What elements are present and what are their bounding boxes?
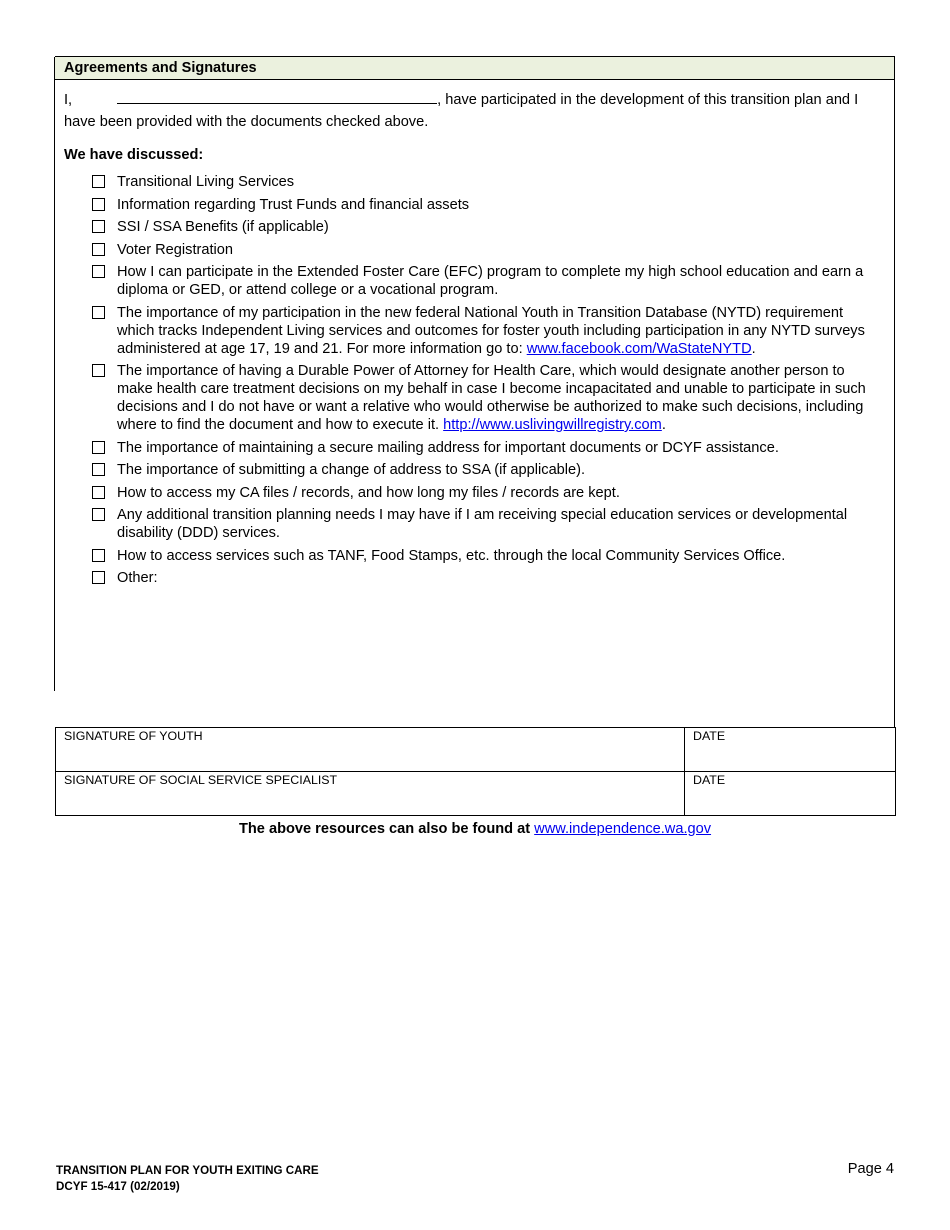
agreements-section: [55, 56, 895, 727]
checklist-item: [55, 196, 894, 214]
checklist-item-text: Voter Registration: [117, 241, 234, 258]
discussion-checklist: [55, 173, 894, 587]
youth-date-field[interactable]: [685, 728, 896, 772]
checklist-item: [55, 484, 894, 502]
checklist-item-text: The importance of maintaining a secure mailing address for important documents or DCYF assistance.: [117, 439, 779, 456]
intro-prefix: I,: [64, 92, 73, 108]
checkbox[interactable]: [92, 486, 105, 499]
checklist-item: [55, 241, 894, 259]
checklist-item-text: The importance of my participation in the new federal National Youth in Transition Database (NYTD) requirement which tracks Independent Living services and outcomes for foster youth including participation in any NYTD surveys administered at age 17, 19 and 21. For more information go to:: [117, 304, 865, 357]
youth-signature-field[interactable]: [56, 728, 685, 772]
checklist-item-text: Information regarding Trust Funds and financial assets: [117, 196, 470, 213]
specialist-date-field[interactable]: [685, 772, 896, 816]
checkbox[interactable]: [92, 306, 105, 319]
specialist-signature-row: [56, 772, 896, 816]
checklist-item-link[interactable]: http://www.uslivingwillregistry.com: [443, 417, 662, 433]
checklist-item: [55, 173, 894, 191]
checklist-item: [55, 569, 894, 587]
checklist-item: [55, 304, 894, 358]
resources-text: The above resources can also be found at: [238, 821, 531, 837]
footer-form-title: TRANSITION PLAN FOR YOUTH EXITING CARE: [56, 1164, 319, 1177]
section-title: Agreements and Signatures: [55, 57, 894, 80]
checklist-item: [55, 547, 894, 565]
page-number: Page 4: [847, 1161, 894, 1177]
resources-note: [0, 821, 950, 837]
checklist-item-punct: .: [661, 417, 666, 433]
checklist-item: [55, 218, 894, 236]
checkbox[interactable]: [92, 571, 105, 584]
intro-statement: [55, 80, 894, 133]
checkbox[interactable]: [92, 508, 105, 521]
checklist-item-text: How I can participate in the Extended Foster Care (EFC) program to complete my high school education and earn a diploma or GED, or attend college or a vocational program.: [117, 264, 864, 298]
checkbox[interactable]: [92, 220, 105, 233]
specialist-signature-field[interactable]: [56, 772, 685, 816]
checkbox[interactable]: [92, 243, 105, 256]
resources-link[interactable]: www.independence.wa.gov: [534, 821, 712, 837]
checklist-item-text: The importance of submitting a change of address to SSA (if applicable).: [117, 462, 586, 478]
youth-signature-row: [56, 728, 896, 772]
checkbox[interactable]: [92, 549, 105, 562]
checklist-item-link[interactable]: www.facebook.com/WaStateNYTD: [526, 340, 752, 357]
footer-form-id: DCYF 15-417 (02/2019): [56, 1180, 180, 1193]
checklist-item-text: How to access services such as TANF, Food Stamps, etc. through the local Community Services Office.: [117, 547, 786, 564]
checklist-item: [55, 263, 894, 299]
checkbox[interactable]: [92, 441, 105, 454]
youth-signature-label: SIGNATURE OF YOUTH: [64, 729, 203, 743]
discussed-heading: We have discussed:: [64, 147, 204, 163]
youth-name-field[interactable]: [117, 89, 437, 104]
checklist-item-text: SSI / SSA Benefits (if applicable): [117, 219, 329, 235]
intro-suffix: , have participated in the development of this transition plan and I have been provided with the documents checked above.: [64, 92, 859, 130]
signature-table: [55, 727, 896, 816]
checklist-item-text: How to access my CA files / records, and how long my files / records are kept.: [117, 484, 620, 501]
checkbox[interactable]: [92, 364, 105, 377]
checkbox[interactable]: [92, 463, 105, 476]
checkbox[interactable]: [92, 198, 105, 211]
checklist-item-punct: .: [751, 340, 756, 357]
checklist-item: [55, 461, 894, 479]
checklist-item-text: The importance of having a Durable Power of Attorney for Health Care, which would designate another person to make health care treatment decisions on my behalf in case I become incapacitated and unable to participate in such decisions and I do not have or want a relative who would otherwise be authorized to make such decisions, including where to find the document and how to execute it.: [117, 363, 866, 433]
specialist-signature-label: SIGNATURE OF SOCIAL SERVICE SPECIALIST: [64, 773, 338, 787]
specialist-date-label: DATE: [693, 773, 726, 787]
checklist-item-text: Transitional Living Services: [117, 174, 295, 190]
checklist-item-text: Any additional transition planning needs I may have if I am receiving special education services or developmental disability (DDD) services.: [117, 507, 848, 541]
checklist-item-text: Other:: [117, 570, 158, 586]
checklist-item: [55, 506, 894, 542]
footer-form-info: [56, 1163, 319, 1195]
checklist-item: [55, 362, 894, 434]
youth-date-label: DATE: [693, 729, 726, 743]
checkbox[interactable]: [92, 175, 105, 188]
checkbox[interactable]: [92, 265, 105, 278]
checklist-item: [55, 439, 894, 457]
